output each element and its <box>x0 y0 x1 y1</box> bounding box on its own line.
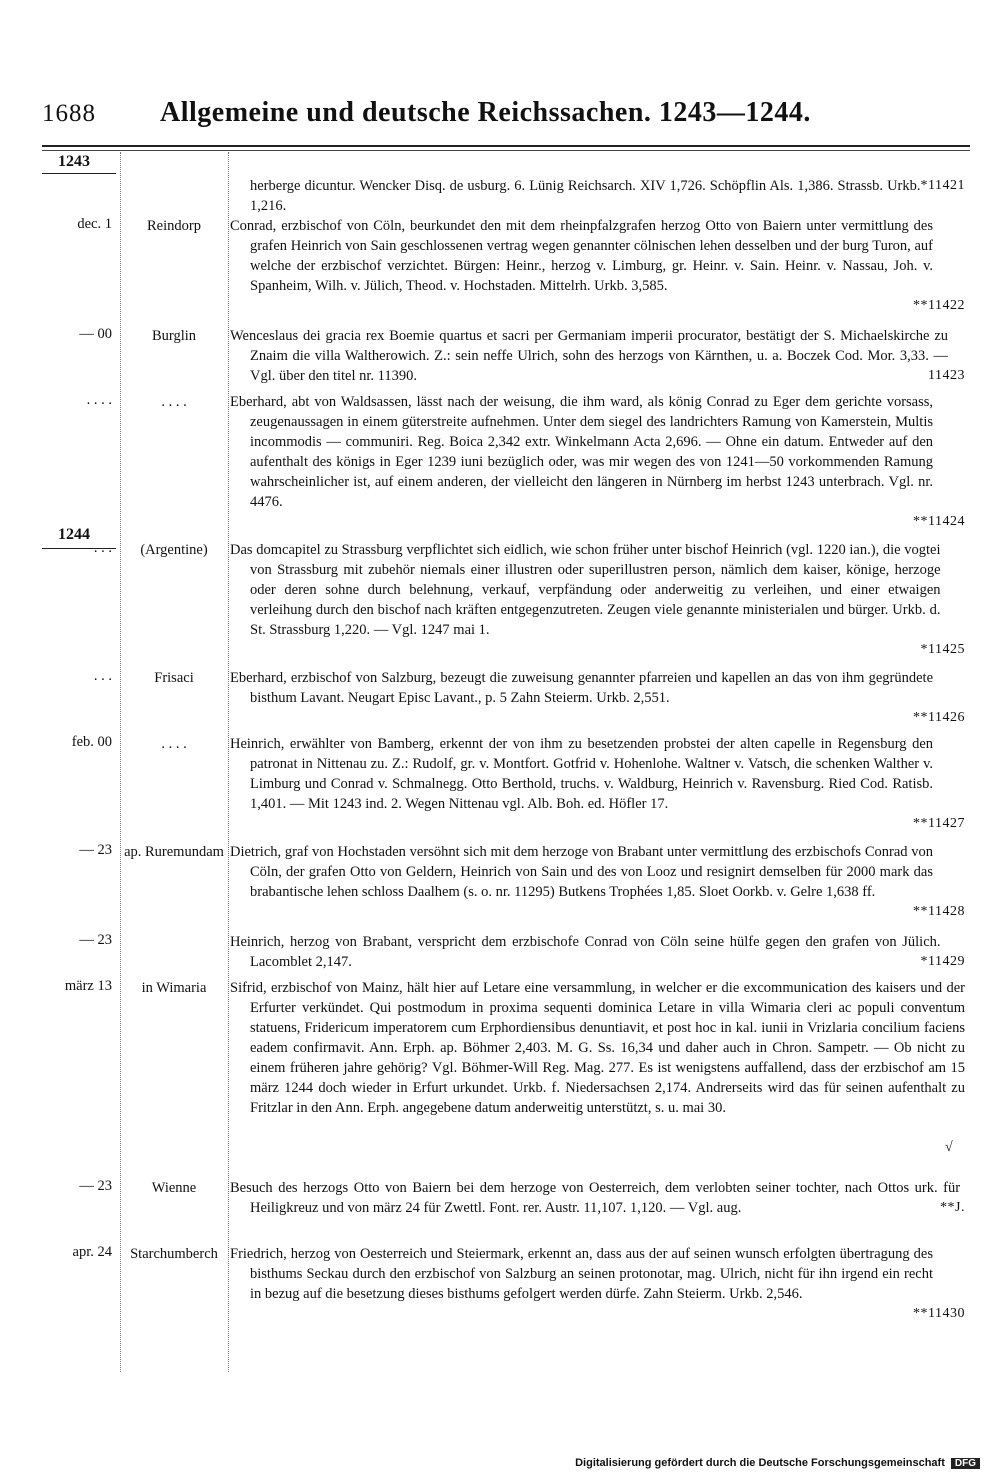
entry-place: ap. Ruremundam <box>124 844 224 860</box>
regest-entry <box>0 392 1000 540</box>
regest-entry <box>0 176 1000 216</box>
regest-entry <box>0 978 1000 1178</box>
header-rule <box>42 145 970 147</box>
entry-ref: **11424 <box>913 514 965 529</box>
dfg-logo-icon: DFG <box>951 1458 980 1469</box>
entry-text <box>230 216 965 313</box>
regest-entry <box>0 932 1000 978</box>
entry-place: Wienne <box>151 1180 197 1196</box>
entry-date: — 23 <box>79 842 112 858</box>
entry-date: märz 13 <box>64 978 112 994</box>
page-number: 1688 <box>42 100 96 127</box>
regest-entry <box>0 540 1000 668</box>
entry-body: herberge dicuntur. Wencker Disq. de usburg. 6. Lünig Reichsarch. XIV 1,726. Schöpflin Als. 1,386. Strassb. Urkb. 1,216. <box>250 178 921 214</box>
regest-entry <box>0 842 1000 932</box>
entry-text <box>230 668 965 725</box>
page-title: Allgemeine und deutsche Reichssachen. 1243—1244. <box>160 97 811 128</box>
regest-entry <box>0 216 1000 326</box>
footer-text: Digitalisierung gefördert durch die Deutsche Forschungsgemeinschaft <box>575 1457 945 1469</box>
entry-date: feb. 00 <box>71 734 112 750</box>
entry-text <box>230 540 965 657</box>
entry-text <box>230 1244 965 1321</box>
entry-body: Eberhard, erzbischof von Salzburg, bezeugt die zuweisung genannter pfarreien und kapellen an das von ihm gegründete bisthum Lavant. Neugart Episc Lavant., p. 5 Zahn Steierm. Urkb. 2,551. <box>230 670 934 706</box>
entry-body: Sifrid, erzbischof von Mainz, hält hier auf Letare eine versammlung, in welcher er die excommunication des kaisers und der Erfurter verkündet. Qui postmodum in proxima sequenti dominica Letare in villa Wimaria cleri ac populi conventum statuens, Fridericum imperatorem cum Erphordiensibus denuntiavit, et post hoc in kal. iunii in Vrizlaria concilium faciens eadem confirmavit. Ann. Erph. ap. Böhmer 2,403. M. G. Ss. 16,34 und daher auch in Chron. Sampetr. — Ob nicht zu einem früheren jahre gehörig? Vgl. Böhmer-Will Reg. Mag. 277. Es ist wenigstens auffallend, dass der erzbischof am 15 märz 1244 doch wieder in Erfurt urkundet. Urkb. f. Niedersachsen 2,174. Andrerseits wird das für seinen aufenthalt zu Fritzlar in den Ann. Erph. angegebene datum anderweitig unterstützt, s. u. mai 30. <box>230 980 965 1116</box>
entry-ref: *11421 <box>920 178 965 193</box>
entry-place: Starchumberch <box>130 1246 218 1262</box>
header-rule-thin <box>42 150 970 151</box>
entry-ref: *11425 <box>920 642 965 657</box>
entry-body: Dietrich, graf von Hochstaden versöhnt sich mit dem herzoge von Brabant unter vermittlung des erzbischofs Conrad von Cöln, der grafen Otto von Geldern, Heinrich von Sain und des von Looz und resignirt demselben für 2000 mark das brabantische lehen schloss Daalhem (s. o. nr. 11295) Butkens Trophées 1,85. Sloet Oorkb. v. Gelre 1,638 ff. <box>230 844 934 900</box>
entry-text <box>230 392 965 529</box>
entry-body: Das domcapitel zu Strassburg verpflichtet sich eidlich, wie schon früher unter bischof Heinrich (vgl. 1220 ian.), die vogtei von Strassburg mit zubehör niemals einer illustren oder superillustren person, nämlich dem kaiser, könige, herzoge oder deren sohne durch belehnung, verkauf, verpfändung oder anderweitig zu verleihen, und einer etwaigen verleihung durch den bischof nach kräften entgegenzutreten. Zeugen viele genannte ministerialen und bürger. Urkb. d. St. Strassburg 1,220. — Vgl. 1247 mai 1. <box>230 542 941 638</box>
regest-entry <box>0 1178 1000 1244</box>
entry-ref: **11430 <box>913 1306 965 1321</box>
entry-text <box>230 1178 965 1218</box>
entry-date: apr. 24 <box>72 1244 112 1260</box>
entry-date: — 00 <box>79 326 112 342</box>
year-rule-1243 <box>42 173 116 174</box>
entry-date: . . . . <box>86 392 112 408</box>
entry-ref: **11422 <box>913 298 965 313</box>
entry-date: . . . <box>93 668 112 684</box>
entry-ref: *11429 <box>920 954 965 969</box>
entry-body: Heinrich, herzog von Brabant, verspricht dem erzbischofe Conrad von Cöln seine hülfe gegen den grafen von Jülich. Lacomblet 2,147. <box>230 934 941 970</box>
entry-place: in Wimaria <box>141 980 207 996</box>
regest-entry <box>0 326 1000 392</box>
year-marker-1244: 1244 <box>58 526 90 543</box>
year-marker-1243: 1243 <box>58 153 90 170</box>
entry-text <box>230 326 965 386</box>
entry-body: Friedrich, herzog von Oesterreich und Steiermark, erkennt an, dass aus der auf seinen wunsch erfolgten übertragung des bisthums Seckau durch den erzbischof von Salzburg an seinen protonotar, mag. Ulrich, nicht für ihn irgend ein recht in bezug auf die besetzung dieses bisthums gefolgert werden dürfe. Zahn Steierm. Urkb. 2,546. <box>230 1246 934 1302</box>
entry-body: Wenceslaus dei gracia rex Boemie quartus et sacri per Germaniam imperii procurator, bestätigt der S. Michaelskirche zu Znaim die villa Waltherowich. Z.: sein neffe Ulrich, sohn des herzogs von Kärnthen, u. a. Boczek Cod. Mor. 3,33. — Vgl. über den titel nr. 11390. <box>230 328 949 384</box>
entry-ref: **11427 <box>913 816 965 831</box>
entry-body: Conrad, erzbischof von Cöln, beurkundet den mit dem rheinpfalzgrafen herzog Otto von Baiern unter vermittlung des grafen Heinrich von Sain geschlossenen vertrag wegen genannter cölnischen lehen desselben und der burg Turon, auf welche der erzbischof verzichtet. Bürgen: Heinr., herzog v. Limburg, gr. Heinr. v. Sain. Heinr. v. Nassau, Joh. v. Spanheim, Wilh. v. Jülich, Theod. v. Hochstaden. Mittelrh. Urkb. 3,585. <box>230 218 934 294</box>
entry-ref: 11423 <box>928 368 965 383</box>
footer <box>575 1457 980 1469</box>
entry-body: Besuch des herzogs Otto von Baiern bei dem herzoge von Oesterreich, dem verlobten seiner tochter, nach Ottos urk. für Heiligkreuz und von märz 24 für Zwettl. Font. rer. Austr. 11,107. 1,120. — Vgl. aug. <box>230 1180 961 1216</box>
entry-text <box>230 734 965 831</box>
entry-place: . . . . <box>161 394 187 410</box>
entry-body: Eberhard, abt von Waldsassen, lässt nach der weisung, die ihm ward, als könig Conrad zu Eger dem gerichte vorsass, zeugenaussagen in einem güterstreite aufnehmen. Unter dem siegel des landrichters Ramung von Kamerstein, Multis incommodis — communiri. Reg. Boica 2,342 extr. Winkelmann Acta 2,696. — Ohne ein datum. Entweder auf den aufenthalt des königs in Eger 1239 iuni bezüglich oder, was mir wegen des von 1241—50 vorkommenden Ramung wahrscheinlicher ist, auf einem anderen, der vielleicht den längeren in Nürnberg im herbst 1243 unterbrach. Vgl. nr. 4476. <box>230 394 934 510</box>
entry-place: Reindorp <box>147 218 201 234</box>
regest-list <box>0 176 1000 1334</box>
entry-place: Frisaci <box>154 670 194 686</box>
entry-date: . . . <box>93 540 112 556</box>
entry-place: (Argentine) <box>140 542 208 558</box>
entry-body: Heinrich, erwählter von Bamberg, erkennt der von ihm zu besetzenden probstei der alten capelle in Regensburg den patronat in Nittenau zu. Z.: Rudolf, gr. v. Montfort. Gotfrid v. Hohenlohe. Waltner v. Vatsch, die schenken Walther v. Limburg und Conrad v. Schmalnegg. Otto Berthold, truchs. v. Waldburg, Heinrich v. Ravensburg. Ried Cod. Ratisb. 1,401. — Mit 1243 ind. 2. Wegen Nittenau vgl. Alb. Boh. ed. Höfler 17. <box>230 736 934 812</box>
entry-ref: **11428 <box>913 904 965 919</box>
entry-ref: **J. <box>940 1200 965 1215</box>
regest-entry <box>0 1244 1000 1334</box>
entry-ref: **11426 <box>913 710 965 725</box>
entry-text <box>230 842 965 919</box>
entry-text <box>230 176 965 216</box>
entry-place: Burglin <box>151 328 197 344</box>
entry-date: — 23 <box>79 1178 112 1194</box>
entry-place: . . . . <box>161 736 187 752</box>
entry-text: √ Sifrid, erzbischof von Mainz, hält hier auf Letare eine versammlung, in welcher er die excommunication des kaisers und der Erfurter verkündet. Qui postmodum in proxima sequenti dominica Letare in villa Wimaria cleri ac populi conventum statuens, Fridericum imperatorem cum Erphordiensibus denuntiavit, et post hoc in kal. iunii in Vrizlaria concilium faciens eadem confirmavit. Ann. Erph. ap. Böhmer 2,403. M. G. Ss. 16,34 und daher auch in Chron. Sampetr. — Ob nicht zu einem früheren jahre gehörig? Vgl. Böhmer-Will Reg. Mag. 277. Es ist wenigstens auffallend, dass der erzbischof am 15 märz 1244 doch wieder in Erfurt urkundet. Urkb. f. Niedersachsen 2,174. Andrerseits wird das für seinen aufenthalt zu Fritzlar in den Ann. Erph. angegebene datum anderweitig unterstützt, s. u. mai 30. <box>230 980 965 1155</box>
entry-date: dec. 1 <box>77 216 112 232</box>
entry-date: — 23 <box>79 932 112 948</box>
entry-text <box>230 932 965 972</box>
regest-entry <box>0 734 1000 842</box>
regest-entry <box>0 668 1000 734</box>
